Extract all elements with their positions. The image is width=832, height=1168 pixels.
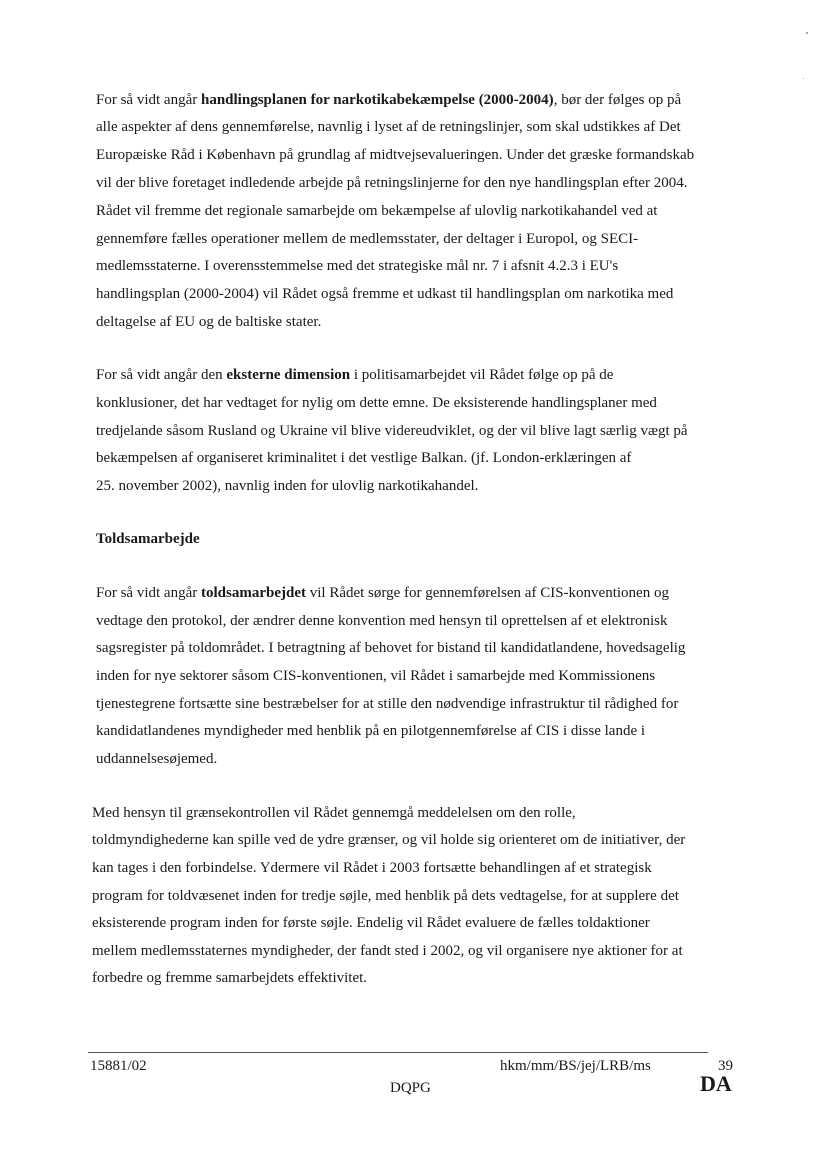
p3-line-1 (96, 584, 669, 602)
p3-line-5: tjenestegrene fortsætte sine bestræbelser for at stille den nødvendige infrastruktur til rådighed for (96, 696, 679, 712)
department-code: DQPG (390, 1080, 431, 1096)
doc-number: 15881/02 (90, 1058, 147, 1074)
p1-line-8: handlingsplan (2000-2004) vil Rådet også fremme et udkast til handlingsplan om narkotika med (96, 286, 674, 302)
p2-line-3: tredjelande såsom Rusland og Ukraine vil blive videreudviklet, og der vil blive lagt særlig vægt på (96, 423, 688, 439)
p3-line-4: inden for nye sektorer såsom CIS-konventionen, vil Rådet i samarbejde med Kommissionens (96, 668, 656, 684)
p4-line-2: toldmyndighederne kan spille ved de ydre grænser, og vil holde sig orienteret om de initiativer, der (92, 832, 686, 848)
scan-speck (803, 78, 804, 79)
page-number: 39 (718, 1058, 733, 1074)
p4-line-5: eksisterende program inden for første søjle. Endelig vil Rådet evaluere de fælles toldaktioner (92, 915, 650, 931)
p2-text: i politisamarbejdet vil Rådet følge op på de (350, 367, 614, 383)
p3-line-7: uddannelsesøjemed. (96, 751, 218, 767)
p4-line-7: forbedre og fremme samarbejdets effektivitet. (92, 970, 368, 986)
author-initials: hkm/mm/BS/jej/LRB/ms (500, 1058, 651, 1074)
footer-rule (88, 1052, 708, 1053)
p3-line-2: vedtage den protokol, der ændrer denne konvention med hensyn til oprettelsen af et elektronisk (96, 613, 668, 629)
p1-line-1 (96, 91, 681, 109)
p1-text: , bør der følges op på (553, 92, 682, 108)
p2-bold-term: eksterne dimension (226, 367, 351, 383)
language-code: DA (700, 1071, 732, 1096)
p4-line-6: mellem medlemsstaternes myndigheder, der fandt sted i 2002, og vil organisere nye aktioner for at (92, 943, 683, 959)
p1-bold-term: handlingsplanen for narkotikabekæmpelse (2000-2004) (200, 92, 554, 108)
p3-bold-term: toldsamarbejdet (200, 585, 306, 601)
p4-line-4: program for toldvæsenet inden for tredje søjle, med henblik på dets vedtagelse, for at supplere det (92, 888, 679, 904)
p2-line-5: 25. november 2002), navnlig inden for ulovlig narkotikahandel. (96, 478, 479, 494)
p3-line-3: sagsregister på toldområdet. I betragtning af behovet for bistand til kandidatlandene, hovedsagelig (96, 640, 686, 656)
p2-line-2: konklusioner, det har vedtaget for nylig om dette emne. De eksisterende handlingsplaner med (96, 395, 657, 411)
section-heading: Toldsamarbejde (96, 531, 200, 547)
scan-speck (806, 32, 808, 34)
p3-line-6: kandidatlandenes myndigheder med henblik på en pilotgennemførelse af CIS i disse lande i (96, 723, 646, 739)
p1-line-7: medlemsstaterne. I overensstemmelse med det strategiske mål nr. 7 i afsnit 4.2.3 i EU's (96, 258, 619, 274)
p1-line-3: Europæiske Råd i København på grundlag af midtvejsevalueringen. Under det græske formandskab (96, 147, 695, 163)
p4-line-3: kan tages i den forbindelse. Ydermere vil Rådet i 2003 fortsætte behandlingen af et strategisk (92, 860, 652, 876)
p1-line-9: deltagelse af EU og de baltiske stater. (96, 314, 322, 330)
p1-line-4: vil der blive foretaget indledende arbejde på retningslinjerne for den nye handlingsplan efter 2004. (96, 175, 688, 191)
p2-text: For så vidt angår den (96, 367, 227, 383)
p1-line-2: alle aspekter af dens gennemførelse, navnlig i lyset af de retningslinjer, som skal udstikkes af Det (96, 119, 681, 135)
p1-line-6: gennemføre fælles operationer mellem de medlemsstater, der deltager i Europol, og SECI- (96, 231, 639, 247)
p1-line-5: Rådet vil fremme det regionale samarbejde om bekæmpelse af ulovlig narkotikahandel ved at (96, 203, 658, 219)
p2-line-1 (96, 366, 613, 384)
p4-line-1: Med hensyn til grænsekontrollen vil Rådet gennemgå meddelelsen om den rolle, (92, 805, 576, 821)
p2-line-4: bekæmpelsen af organiseret kriminalitet i det vestlige Balkan. (jf. London-erklæringen af (96, 450, 632, 466)
p3-text: vil Rådet sørge for gennemførelsen af CIS-konventionen og (305, 585, 669, 601)
p1-text: For så vidt angår (96, 92, 201, 108)
p3-text: For så vidt angår (96, 585, 201, 601)
